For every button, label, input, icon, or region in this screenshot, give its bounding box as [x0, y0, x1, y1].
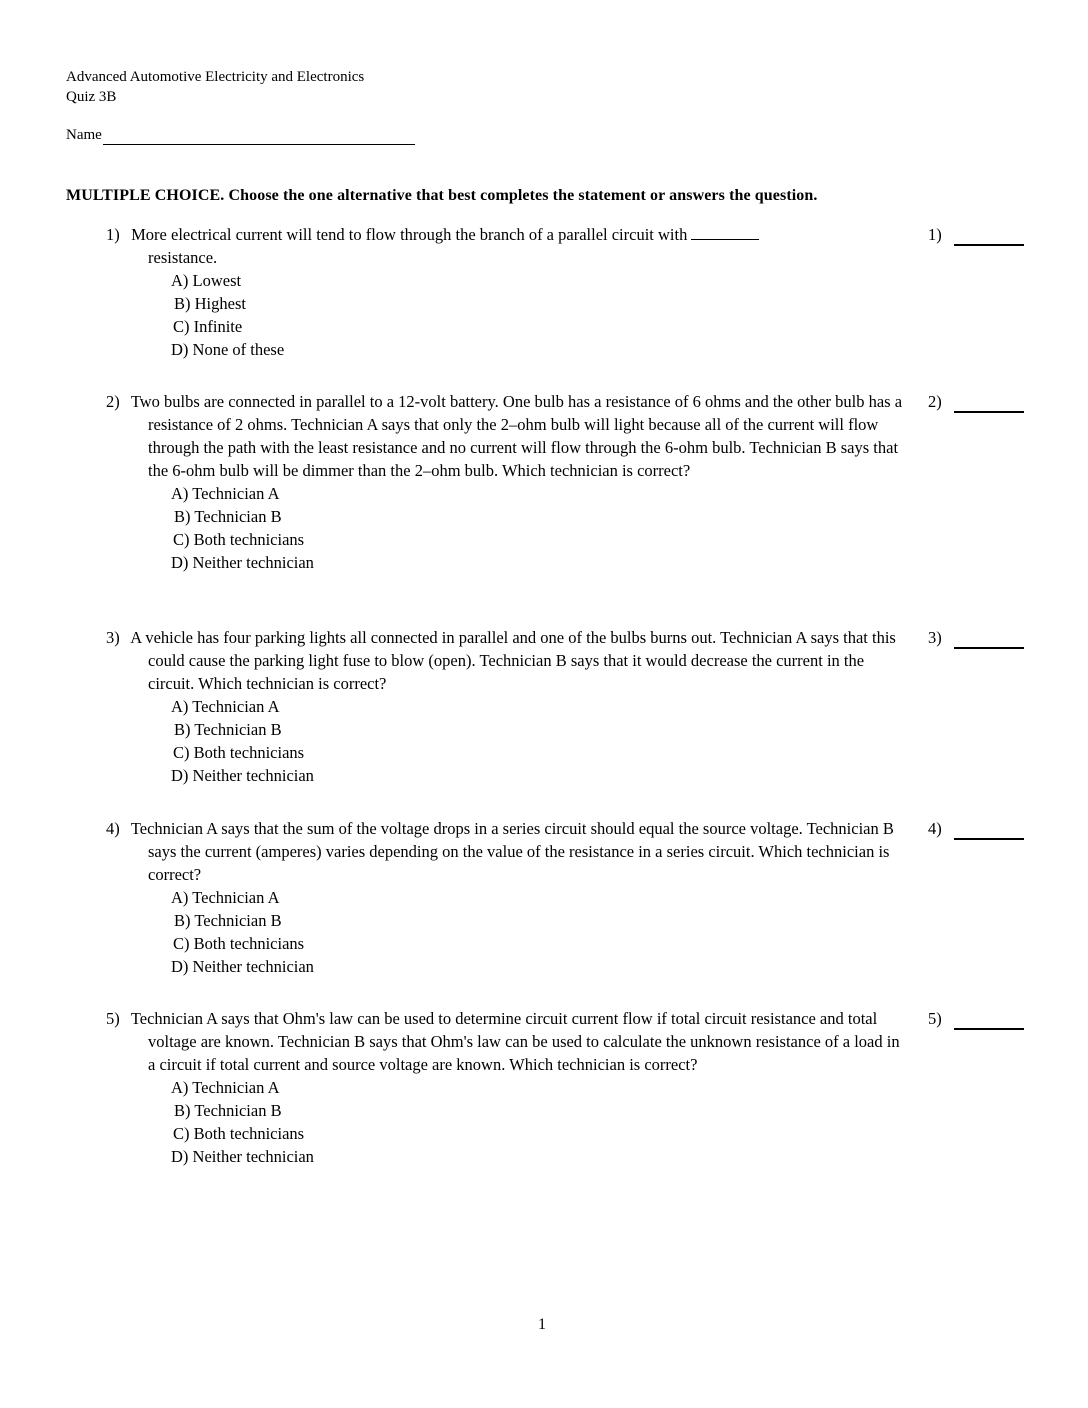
choice-a: A) Lowest [171, 271, 242, 290]
course-title: Advanced Automotive Electricity and Electronics [66, 69, 365, 85]
question-stem: 3) A vehicle has four parking lights all connected in parallel and one of the bulbs burns out. Technician A says that this could cause the parking light fuse to blow (open). Technician B says that it would decrease the current in the circuit. Which technician is correct? [106, 628, 896, 693]
name-label: Name [66, 127, 102, 143]
choice-d: D) Neither technician [171, 957, 314, 976]
answer-label: 1) [928, 225, 942, 244]
question-4 [106, 817, 907, 978]
question-text: More electrical current will tend to flow through the branch of a parallel circuit with [131, 225, 688, 244]
choice-c: C) Infinite [173, 317, 243, 336]
choice-list [171, 482, 907, 574]
name-input-line[interactable] [103, 126, 415, 145]
answer-slot-1 [928, 223, 1024, 246]
answer-line[interactable] [954, 395, 1024, 413]
choice-a: A) Technician A [171, 484, 280, 503]
choice-a: A) Technician A [171, 697, 280, 716]
choice-a: A) Technician A [171, 1078, 280, 1097]
choice-c: C) Both technicians [173, 1124, 305, 1143]
answer-label: 4) [928, 819, 942, 838]
answer-line[interactable] [954, 822, 1024, 840]
answer-slot-3 [928, 626, 1024, 649]
quiz-label: Quiz 3B [66, 89, 117, 105]
choice-d: D) Neither technician [171, 553, 314, 572]
choice-d: D) Neither technician [171, 1147, 314, 1166]
choice-list [171, 695, 907, 787]
answer-label: 3) [928, 628, 942, 647]
choice-c: C) Both technicians [173, 934, 305, 953]
fill-in-blank [691, 225, 759, 240]
answer-slot-2 [928, 390, 1024, 413]
choice-list [171, 886, 907, 978]
question-stem: 4) Technician A says that the sum of the voltage drops in a series circuit should equal the source voltage. Technician B says the current (amperes) varies depending on the value of the resistance in a series circuit. Which technician is correct? [106, 819, 894, 884]
section-instructions: MULTIPLE CHOICE. Choose the one alternative that best completes the statement or answers the question. [66, 187, 818, 204]
question-1 [106, 223, 907, 361]
question-3 [106, 626, 907, 787]
choice-b: B) Technician B [174, 720, 282, 739]
choice-b: B) Highest [174, 294, 246, 313]
question-stem: 1) More electrical current will tend to flow through the branch of a parallel circuit with resistance. [127, 223, 907, 269]
question-text: Technician A says that the sum of the voltage drops in a series circuit should equal the source voltage. Technician B says the current (amperes) varies depending on the value of the resistance in a series circuit. Which technician is correct? [130, 819, 894, 884]
choice-a: A) Technician A [171, 888, 280, 907]
answer-label: 2) [928, 392, 942, 411]
question-text-continued: resistance. [148, 248, 218, 267]
answer-label: 5) [928, 1009, 942, 1028]
answer-slot-4 [928, 817, 1024, 840]
question-text: A vehicle has four parking lights all connected in parallel and one of the bulbs burns out. Technician A says that this could cause the parking light fuse to blow (open). Technician B says that it would decrease the current in the circuit. Which technician is correct? [130, 628, 896, 693]
choice-list [171, 1076, 907, 1168]
choice-b: B) Technician B [174, 911, 282, 930]
answer-line[interactable] [954, 631, 1024, 649]
question-text: Two bulbs are connected in parallel to a 12-volt battery. One bulb has a resistance of 6 ohms and the other bulb has a resistance of 2 ohms. Technician A says that only the 2–ohm bulb will light because all of the current will flow through the path with the least resistance and no current will flow through the 6-ohm bulb. Technician B says that the 6-ohm bulb will be dimmer than the 2–ohm bulb. Which technician is correct? [130, 392, 903, 480]
question-text: Technician A says that Ohm's law can be used to determine circuit current flow if total circuit resistance and total voltage are known. Technician B says that Ohm's law can be used to calculate the unknown resistance of a load in a circuit if total current and source voltage are known. Which technician is correct? [130, 1009, 900, 1074]
question-stem: 2) Two bulbs are connected in parallel to a 12-volt battery. One bulb has a resistance of 6 ohms and the other bulb has a resistance of 2 ohms. Technician A says that only the 2–ohm bulb will light because all of the current will flow through the path with the least resistance and no current will flow through the 6-ohm bulb. Technician B says that the 6-ohm bulb will be dimmer than the 2–ohm bulb. Which technician is correct? [106, 392, 903, 480]
name-field-row [66, 125, 415, 145]
choice-b: B) Technician B [174, 1101, 282, 1120]
choice-d: D) None of these [171, 340, 285, 359]
question-5 [106, 1007, 907, 1168]
choice-c: C) Both technicians [173, 743, 305, 762]
question-2 [106, 390, 907, 574]
page-number: 1 [538, 1316, 546, 1333]
answer-line[interactable] [954, 1012, 1024, 1030]
answer-slot-5 [928, 1007, 1024, 1030]
choice-list [171, 269, 907, 361]
choice-c: C) Both technicians [173, 530, 305, 549]
answer-line[interactable] [954, 228, 1024, 246]
choice-d: D) Neither technician [171, 766, 314, 785]
choice-b: B) Technician B [174, 507, 282, 526]
question-stem: 5) Technician A says that Ohm's law can be used to determine circuit current flow if total circuit resistance and total voltage are known. Technician B says that Ohm's law can be used to calculate the unknown resistance of a load in a circuit if total current and source voltage are known. Which technician is correct? [106, 1009, 900, 1074]
